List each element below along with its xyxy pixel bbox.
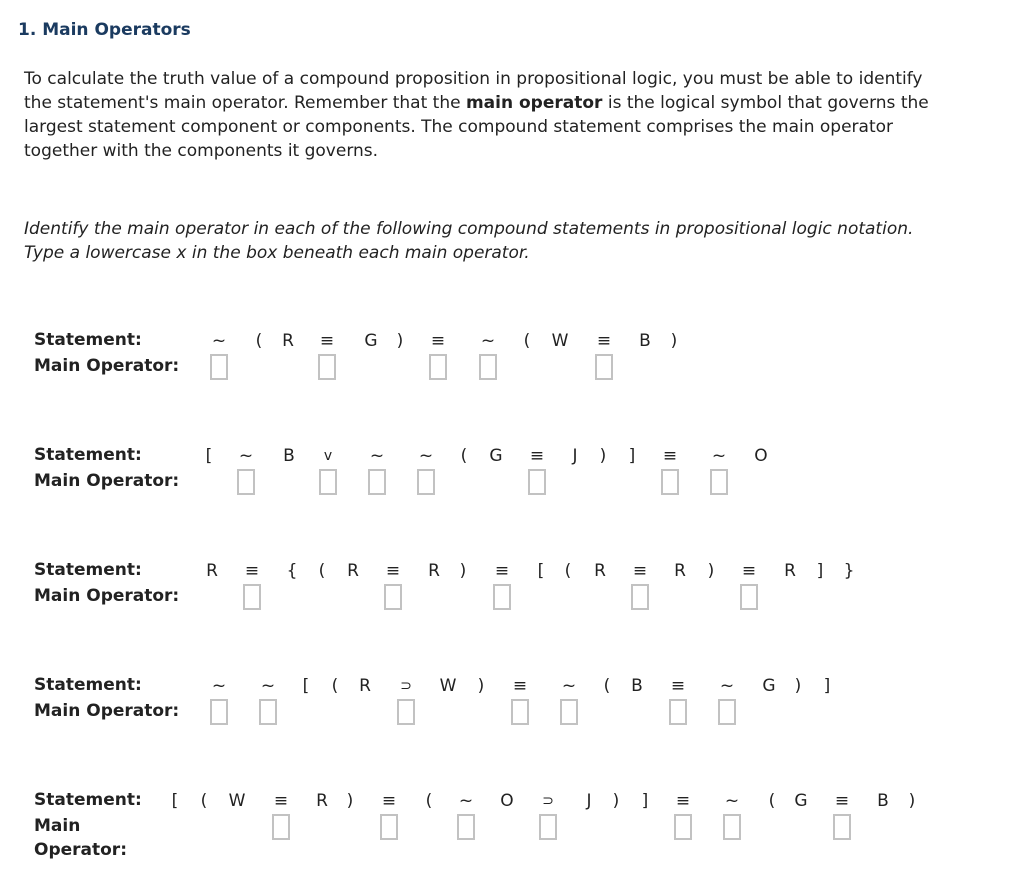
instructions: Identify the main operator in each of the following compound statements in propositional logic notation. Type a lowercase x in the box beneath each main operator. [24,219,914,263]
symbol-triple-bar: ≡ [529,446,545,466]
main-operator-input[interactable] [210,354,228,380]
main-operator-input[interactable] [380,814,398,840]
symbol-term: ( [460,446,468,466]
symbol-triple-bar: ≡ [741,561,757,581]
symbol-term: R [674,561,686,581]
symbol-term: [ [537,561,545,581]
symbol-term: R [347,561,359,581]
symbol-term: ] [816,561,824,581]
symbol-term: ) [459,561,467,581]
symbol-term: [ [302,676,310,696]
symbol-term: ) [396,331,404,351]
symbol-tilde: ~ [211,676,227,696]
symbol-term: G [794,791,808,811]
statement-label: Statement: [34,560,142,580]
symbol-term: ) [612,791,620,811]
main-operator-input[interactable] [243,584,261,610]
symbol-horseshoe: ⊃ [542,793,554,809]
main-operator-input[interactable] [528,469,546,495]
main-operator-input[interactable] [318,354,336,380]
symbol-term: ( [768,791,776,811]
symbol-term: ( [318,561,326,581]
main-operator-input[interactable] [384,584,402,610]
symbol-term: O [754,446,768,466]
symbol-term: G [489,446,503,466]
symbol-term: ( [523,331,531,351]
symbol-tilde: ~ [211,331,227,351]
main-operator-input[interactable] [493,584,511,610]
symbol-triple-bar: ≡ [834,791,850,811]
main-operator-input[interactable] [560,699,578,725]
symbol-term: W [228,791,246,811]
symbol-term: ) [477,676,485,696]
main-operator-input[interactable] [661,469,679,495]
main-operator-label: Main Operator: [34,586,180,606]
symbol-triple-bar: ≡ [494,561,510,581]
symbol-tilde: ~ [238,446,254,466]
symbol-triple-bar: ≡ [670,676,686,696]
symbol-tilde: ~ [480,331,496,351]
main-operator-input[interactable] [210,699,228,725]
symbol-triple-bar: ≡ [675,791,691,811]
operator-label: Operator: [34,840,127,860]
main-operator-input[interactable] [368,469,386,495]
main-operator-label: Main Operator: [34,471,180,491]
main-operator-input[interactable] [511,699,529,725]
main-operator-input[interactable] [417,469,435,495]
symbol-tilde: ~ [369,446,385,466]
symbol-term: ( [200,791,208,811]
symbol-tilde: ~ [260,676,276,696]
main-operator-input[interactable] [669,699,687,725]
symbol-term: R [594,561,606,581]
symbol-term: { [286,561,298,581]
statement-label: Statement: [34,445,142,465]
symbol-term: ) [908,791,916,811]
symbol-term: ) [599,446,607,466]
symbol-wedge: v [323,448,333,464]
symbol-term: B [639,331,651,351]
main-operator-label: Main Operator: [34,356,180,376]
intro-paragraph [24,67,944,163]
main-operator-label: Main Operator: [34,701,180,721]
main-operator-input[interactable] [595,354,613,380]
main-operator-input[interactable] [674,814,692,840]
symbol-horseshoe: ⊃ [400,678,412,694]
statement-label: Statement: [34,675,142,695]
symbol-term: ) [707,561,715,581]
symbol-term: ( [331,676,339,696]
symbol-tilde: ~ [719,676,735,696]
main-operator-input[interactable] [631,584,649,610]
main-operator-input[interactable] [539,814,557,840]
symbol-term: R [428,561,440,581]
main-operator-input[interactable] [723,814,741,840]
main-operator-input[interactable] [833,814,851,840]
main-operator-input[interactable] [429,354,447,380]
symbol-term: ( [603,676,611,696]
symbol-term: W [551,331,569,351]
intro-bold-term: main operator [465,93,603,113]
symbol-term: W [439,676,457,696]
main-operator-input[interactable] [718,699,736,725]
symbol-term: [ [205,446,213,466]
symbol-term: O [500,791,514,811]
main-operator-input[interactable] [479,354,497,380]
symbol-term: ( [564,561,572,581]
symbol-tilde: ~ [724,791,740,811]
symbol-term: ] [823,676,831,696]
intro-text-1: To calculate the truth value of a compound proposition in propositional logic, you must be able to identify the statement's main operator. Remember that the [24,69,923,113]
symbol-triple-bar: ≡ [244,561,260,581]
symbol-term: B [631,676,643,696]
symbol-term: G [762,676,776,696]
symbol-triple-bar: ≡ [596,331,612,351]
symbol-tilde: ~ [711,446,727,466]
symbol-term: ] [628,446,636,466]
symbol-term: J [586,791,592,811]
statement-label: Statement: [34,330,142,350]
main-operator-input[interactable] [237,469,255,495]
symbol-term: R [282,331,294,351]
symbol-term: R [316,791,328,811]
symbol-triple-bar: ≡ [381,791,397,811]
symbol-term: ) [346,791,354,811]
symbol-term: ( [255,331,263,351]
main-label: Main [34,816,81,836]
symbol-term: B [283,446,295,466]
statement-label: Statement: [34,790,142,810]
symbol-tilde: ~ [458,791,474,811]
symbol-term: } [843,561,855,581]
symbol-term: [ [171,791,179,811]
symbol-term: B [877,791,889,811]
symbol-triple-bar: ≡ [512,676,528,696]
main-operator-input[interactable] [397,699,415,725]
symbol-triple-bar: ≡ [430,331,446,351]
main-operator-input[interactable] [319,469,337,495]
symbol-term: R [359,676,371,696]
section-title: 1. Main Operators [18,20,191,40]
symbol-triple-bar: ≡ [319,331,335,351]
symbol-tilde: ~ [418,446,434,466]
main-operator-input[interactable] [259,699,277,725]
main-operator-input[interactable] [457,814,475,840]
symbol-term: R [784,561,796,581]
main-operator-input[interactable] [710,469,728,495]
symbol-triple-bar: ≡ [385,561,401,581]
symbol-term: J [572,446,578,466]
symbol-term: R [206,561,218,581]
symbol-tilde: ~ [561,676,577,696]
symbol-triple-bar: ≡ [632,561,648,581]
symbol-term: ( [425,791,433,811]
symbol-triple-bar: ≡ [662,446,678,466]
main-operator-input[interactable] [740,584,758,610]
symbol-triple-bar: ≡ [273,791,289,811]
main-operator-input[interactable] [272,814,290,840]
symbol-term: ) [794,676,802,696]
symbol-term: ] [641,791,649,811]
symbol-term: ) [670,331,678,351]
symbol-term: G [364,331,378,351]
intro-text-2: is the logical symbol that governs the largest statement component or components. The compound statement comprises the main operator together with the components it governs. [24,93,929,161]
